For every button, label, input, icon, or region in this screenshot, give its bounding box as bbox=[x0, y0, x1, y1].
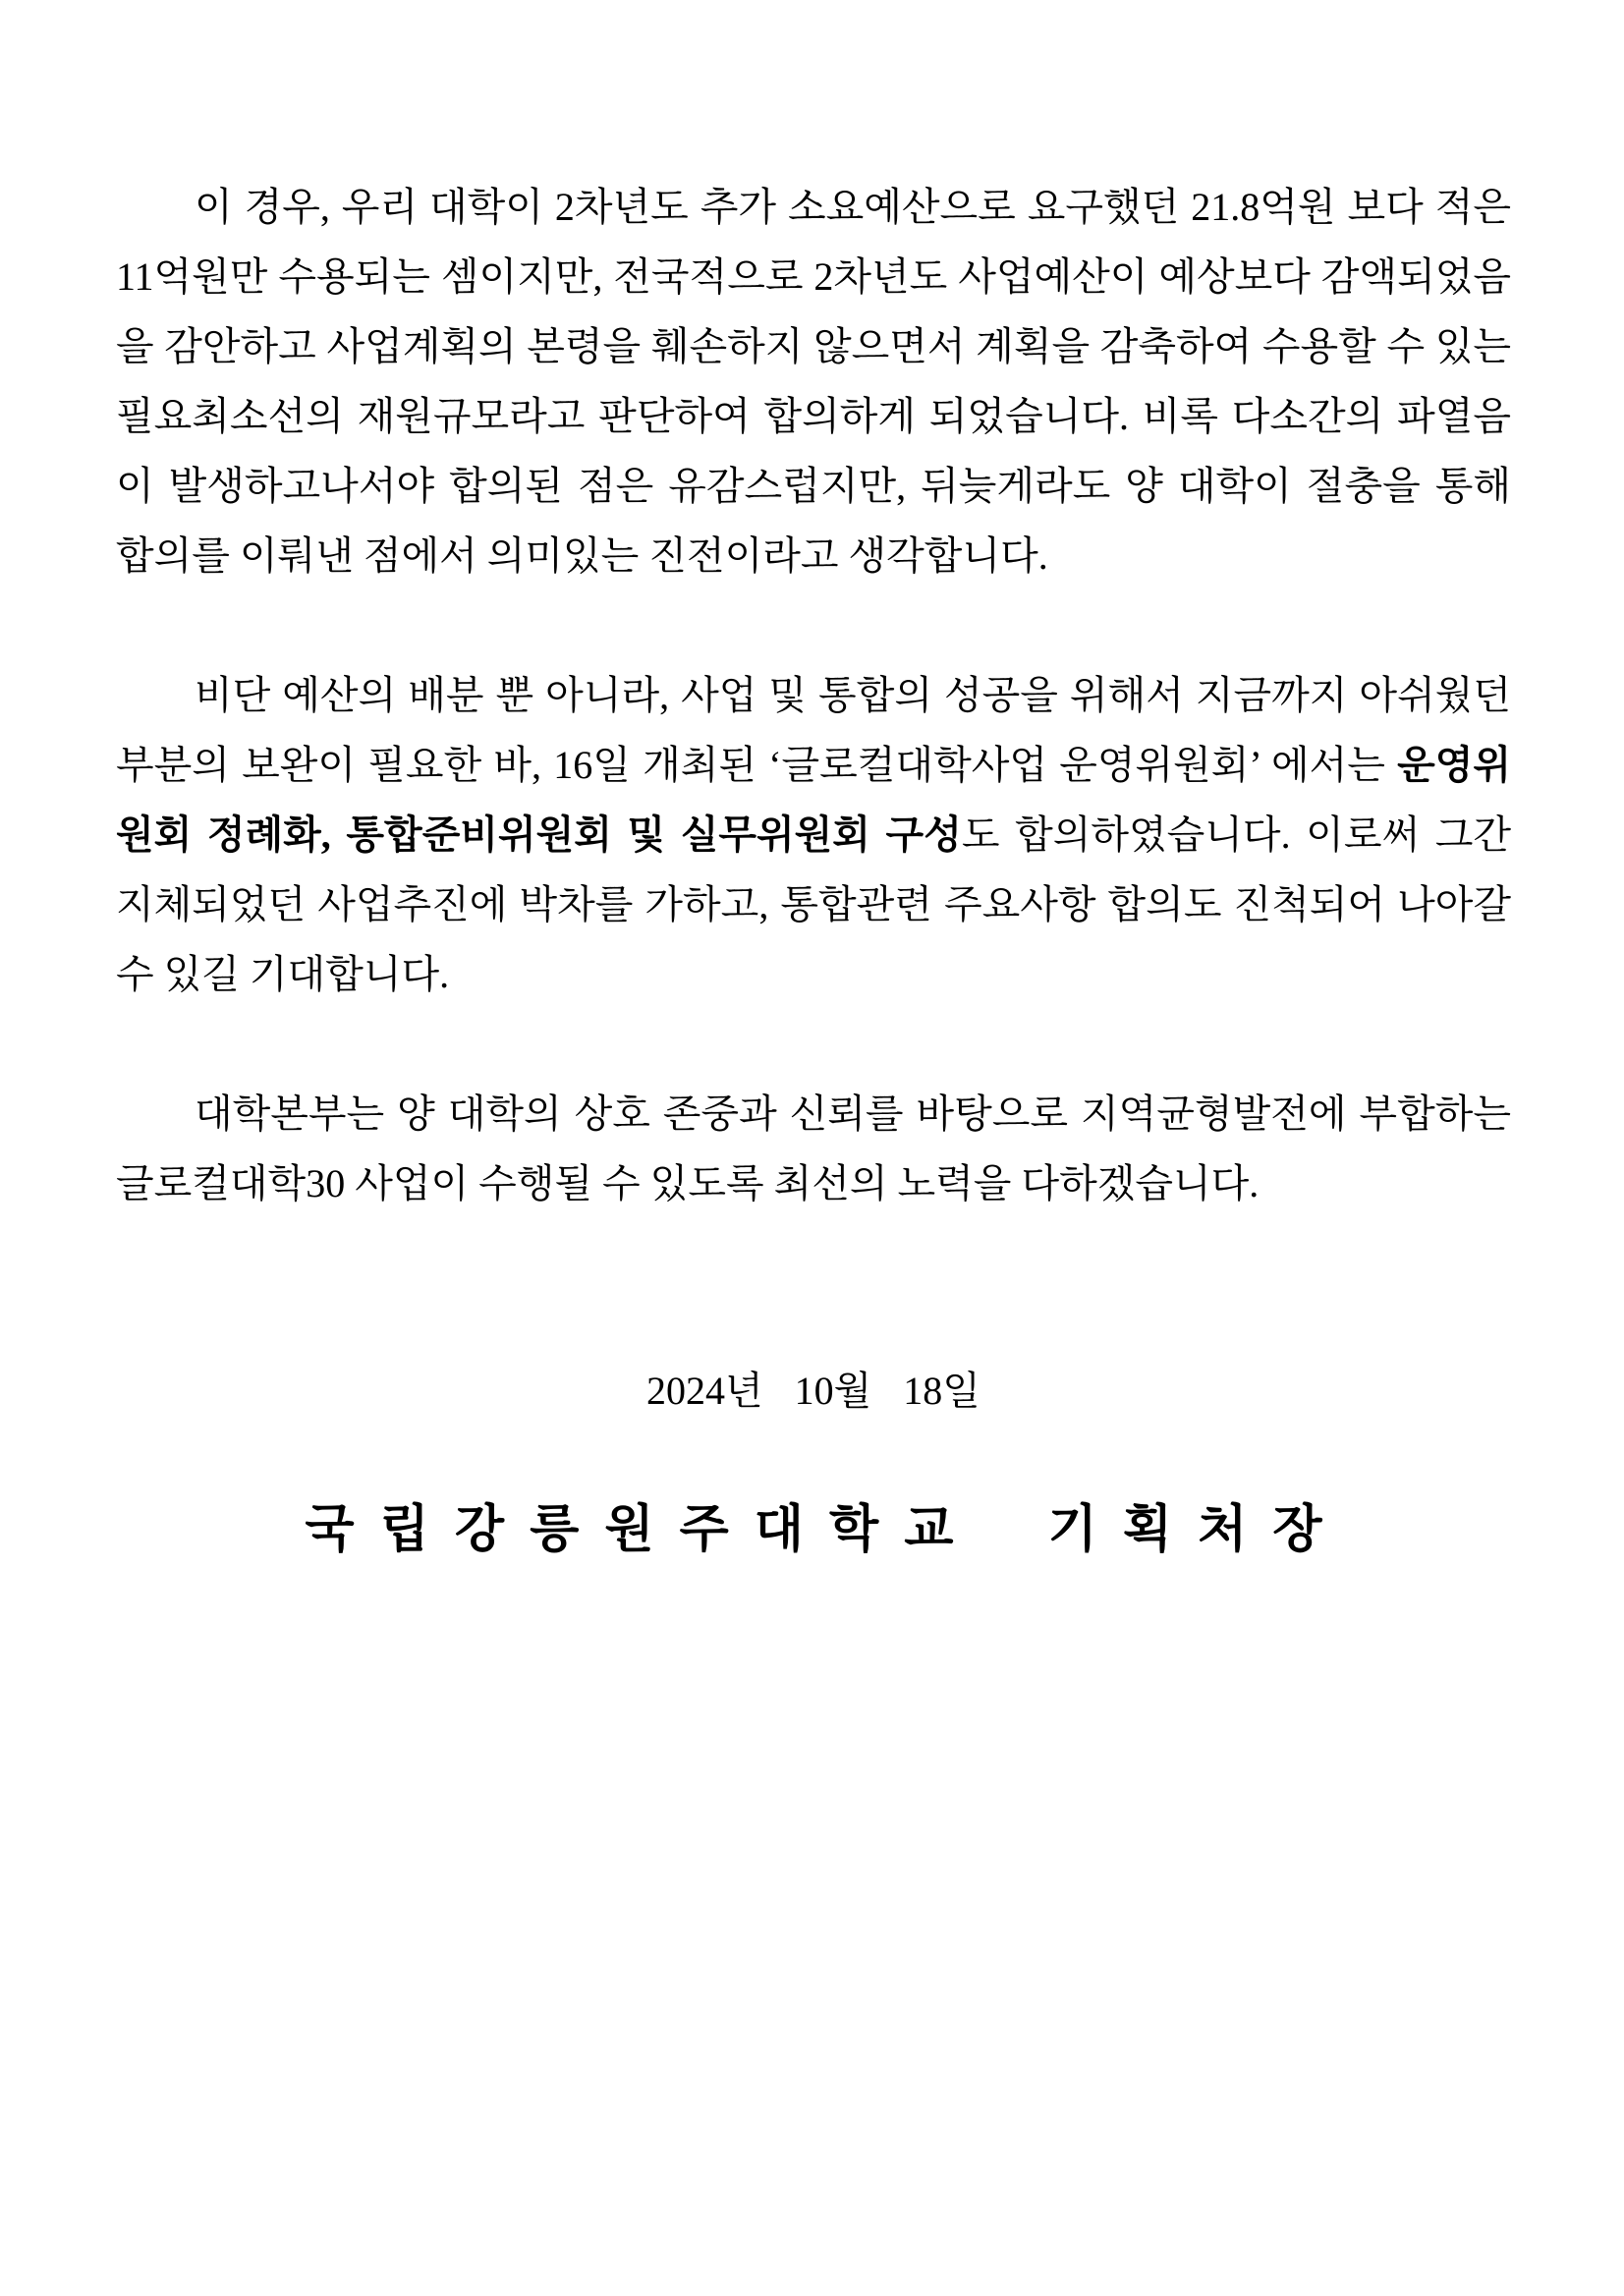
paragraph-2-text-tail: 도 합의하였습니다. 이로써 그간 지체되었던 사업추진에 박차를 가하고, 통합관련 주요사항 합의도 진척되어 나아갈 수 있길 기대합니다. bbox=[116, 812, 1511, 996]
paragraph-2-text-lead: 비단 예산의 배분 뿐 아니라, 사업 및 통합의 성공을 위해서 지금까지 아쉬웠던 부분의 보완이 필요한 바, 16일 개최된 ‘글로컬대학사업 운영위원회’ 에서는 bbox=[116, 673, 1511, 787]
date-line: 2024년 10월 18일 bbox=[646, 1369, 980, 1413]
paragraph-1-text: 이 경우, 우리 대학이 2차년도 추가 소요예산으로 요구했던 21.8억원 보다 적은 11억원만 수용되는 셈이지만, 전국적으로 2차년도 사업예산이 예상보다 감액되었음을 감안하고 사업계획의 본령을 훼손하지 않으면서 계획을 감축하여 수용할 수 있는 필요최소선의 재원규모라고 판단하여 합의하게 되었습니다. 비록 다소간의 파열음이 발생하고나서야 합의된 점은 유감스럽지만, 뒤늦게라도 양 대학이 절충을 통해 합의를 이뤄낸 점에서 의미있는 진전이라고 생각합니다. bbox=[116, 185, 1511, 578]
signature-line: 국립강릉원주대학교 기획처장 bbox=[305, 1502, 1348, 1558]
paragraph-3 bbox=[116, 1079, 1511, 1218]
paragraph-1 bbox=[116, 172, 1511, 590]
paragraph-3-text: 대학본부는 양 대학의 상호 존중과 신뢰를 바탕으로 지역균형발전에 부합하는 글로컬대학30 사업이 수행될 수 있도록 최선의 노력을 다하겠습니다. bbox=[116, 1092, 1511, 1205]
paragraph-2-bold-emphasis-run: 운영위원회 정례화, 통합준비위원회 및 실무위원회 구성 bbox=[116, 743, 1511, 857]
paragraph-2 bbox=[116, 660, 1511, 1009]
